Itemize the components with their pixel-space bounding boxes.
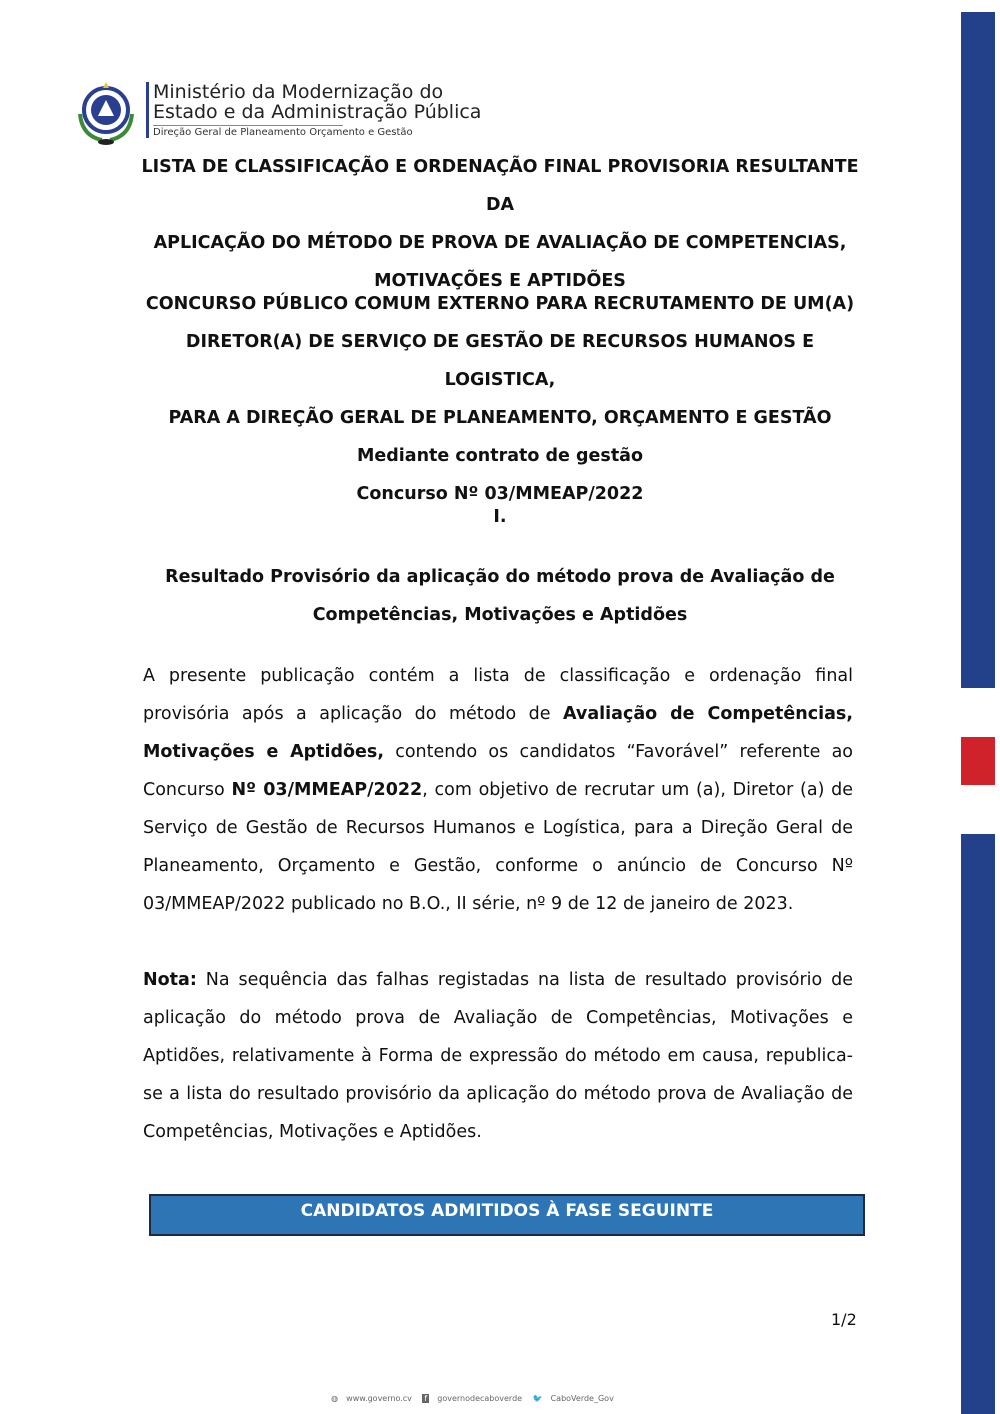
flag-stripe-blue-bottom xyxy=(961,834,995,1414)
admitted-candidates-banner: CANDIDATOS ADMITIDOS À FASE SEGUINTE xyxy=(149,1194,865,1236)
footer xyxy=(0,1394,945,1403)
flag-stripe-blue-top xyxy=(961,12,995,688)
coat-of-arms-logo xyxy=(72,80,140,148)
contest-subtitle: CONCURSO PÚBLICO COMUM EXTERNO PARA RECRUTAMENTO DE UM(A) DIRETOR(A) DE SERVIÇO DE GESTÃO DE RECURSOS HUMANOS E LOGISTICA, PARA A DIREÇÃO GERAL DE PLANEAMENTO, ORÇAMENTO E GESTÃO Mediante contrato de gestão Concurso Nº 03/MMEAP/2022 xyxy=(145,294,855,504)
footer-twitter: CaboVerde_Gov xyxy=(550,1394,614,1403)
intro-paragraph: A presente publicação contém a lista de classificação e ordenação final provisória após a aplicação do método de Avaliação de Competências, Motivações e Aptidões, contendo os candidatos “Favorável” referente ao Concurso Nº 03/MMEAP/2022, com objetivo de recrutar um (a), Diretor (a) de Serviço de Gestão de Recursos Humanos e Logística, para a Direção Geral de Planeamento, Orçamento e Gestão, conforme o anúncio de Concurso Nº 03/MMEAP/2022 publicado no B.O., II série, nº 9 de 12 de janeiro de 2023. xyxy=(143,666,854,914)
section-title: Resultado Provisório da aplicação do método prova de Avaliação de Competências, Motivações e Aptidões xyxy=(165,567,835,625)
note-paragraph: Nota: Na sequência das falhas registadas na lista de resultado provisório de aplicação do método prova de Avaliação de Competências, Motivações e Aptidões, relativamente à Forma de expressão do método em causa, republica-se a lista do resultado provisório da aplicação do método prova de Avaliação de Competências, Motivações e Aptidões. xyxy=(143,970,853,1142)
ministry-header: Ministério da Modernização do Estado e da Administração Pública Direção Geral de Planeamento Orçamento e Gestão xyxy=(146,82,481,138)
flag-stripe-red xyxy=(961,737,995,785)
facebook-icon: f xyxy=(424,1394,428,1403)
document-title: LISTA DE CLASSIFICAÇÃO E ORDENAÇÃO FINAL PROVISORIA RESULTANTE DA APLICAÇÃO DO MÉTODO DE PROVA DE AVALIAÇÃO DE COMPETENCIAS, MOTIVAÇÕES E APTIDÕES xyxy=(141,157,859,291)
globe-icon: ◍ xyxy=(331,1394,339,1403)
section-number: I. xyxy=(493,507,507,527)
twitter-icon: 🐦 xyxy=(532,1394,543,1403)
footer-web: www.governo.cv xyxy=(346,1394,412,1403)
page-number: 1/2 xyxy=(831,1310,857,1329)
footer-facebook: governodecaboverde xyxy=(437,1394,523,1403)
